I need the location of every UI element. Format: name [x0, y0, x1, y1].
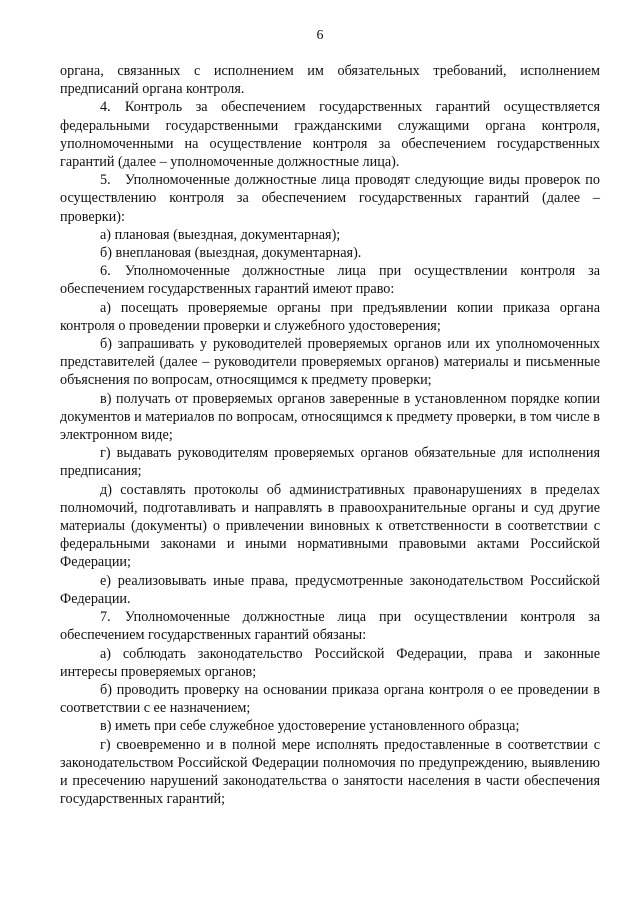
subitem: а) соблюдать законодательство Российской Федерации, права и законные интересы проверяемых органов;: [60, 645, 600, 680]
document-body: [60, 62, 600, 808]
subitem: б) запрашивать у руководителей проверяемых органов или их уполномоченных представителей (далее – руководители проверяемых органов) материалы и письменные объяснения по вопросам, относящимся к предмету проверки;: [60, 336, 600, 389]
subitem: е) реализовывать иные права, предусмотренные законодательством Российской Федерации.: [60, 572, 600, 607]
subitem: а) посещать проверяемые органы при предъявлении копии приказа органа контроля о проведении проверки и служебного удостоверения;: [60, 299, 600, 334]
subitem: д) составлять протоколы об административных правонарушениях в пределах полномочий, подготавливать и направлять в правоохранительные органы и суд другие материалы (документы) о привлечении виновных к ответственности в соответствии с федеральными законами и иными нормативными правовыми актами Российской Федерации;: [60, 481, 600, 571]
paragraph-item-4: 4. Контроль за обеспечением государственных гарантий осуществляется федеральными государственными гражданскими служащими органа контроля, уполномоченными на осуществление контроля за обеспечением государственных гарантий (далее – уполномоченные должностные лица).: [60, 99, 600, 171]
subitem: а) плановая (выездная, документарная);: [100, 226, 341, 243]
paragraph-item-5: 5. Уполномоченные должностные лица проводят следующие виды проверок по осуществлению контроля за обеспечением государственных гарантий (далее – проверки):: [60, 172, 600, 225]
subitem: б) внеплановая (выездная, документарная).: [100, 245, 362, 262]
subitem: в) иметь при себе служебное удостоверение установленного образца;: [100, 718, 520, 735]
paragraph-item-7: 7. Уполномоченные должностные лица при осуществлении контроля за обеспечением государственных гарантий обязаны:: [60, 609, 600, 644]
subitem: г) своевременно и в полной мере исполнять предоставленные в соответствии с законодательством Российской Федерации полномочия по предупреждению, выявлению и пресечению нарушений законодательства о занятости населения в части обеспечения государственных гарантий;: [60, 736, 600, 808]
subitem: б) проводить проверку на основании приказа органа контроля о ее проведении в соответствии с ее назначением;: [60, 681, 600, 717]
paragraph: органа, связанных с исполнением им обязательных требований, исполнением предписаний органа контроля.: [60, 63, 600, 98]
page-number: 6: [316, 28, 324, 43]
subitem: в) получать от проверяемых органов заверенные в установленном порядке копии документов и материалов по вопросам, относящимся к предмету проверки, в том числе в электронном виде;: [60, 390, 600, 444]
paragraph-item-6: 6. Уполномоченные должностные лица при осуществлении контроля за обеспечением государственных гарантий имеют право:: [60, 263, 600, 298]
subitem: г) выдавать руководителям проверяемых органов обязательные для исполнения предписания;: [60, 445, 600, 480]
